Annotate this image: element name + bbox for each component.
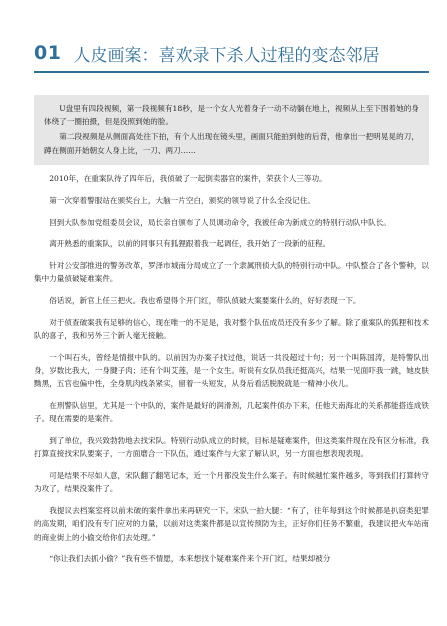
body-paragraph: 可是结果不尽如人意，宋队翻了翻笔记本，近一个月都没发生什么案子。有时候越忙案件越多，等到我们打算转守为攻了，结果没案件了。 (34, 471, 429, 494)
body-paragraph: 第一次穿着警服站在颁奖台上，大脑一片空白，颁奖的领导说了什么全没记住。 (49, 195, 315, 205)
body-text (34, 172, 429, 574)
body-paragraph: 离开熟悉的重案队，以前的同事只有狐狸跟着我一起调任，我开始了一段新的征程。 (49, 239, 331, 249)
body-paragraph: 2010年，在重案队待了四年后，我侦破了一起倒卖器官的案件，荣获个人三等功。 (49, 174, 327, 183)
summary-box (34, 95, 429, 165)
body-paragraph: 对于侦查破案我有足够的信心，现在唯一的不足是，我对整个队伍成员还没有多少了解。除了重案队的狐狸和技术队的喜子，我和另外三个新人毫无接触。 (34, 317, 429, 341)
body-paragraph: 一个叫石头，曾经是情报中队的。以前因为办案子找过他，说话一共没超过十句；另一个叫陈国涛，是特警队出身，岁数比我大，一身腱子肉；还有个叫艾莲，是一个女生。听说有女队员我还挺高兴，结果一见面吓我一跳，她皮肤黝黑，五官也偏中性，全身肌肉线条紧实，留着一头短发，从身后看活脱脱就是一精神小伙儿。 (34, 352, 429, 389)
header-rule (34, 71, 429, 73)
body-paragraph: 到了单位，我兴致勃勃地去找宋队。特别行动队成立的时候，目标是疑难案件，但这类案件现在没有区分标准，我打算直接找宋队要案子，一方面磨合一下队伍，通过案件与大家了解认识，另一方面也想表现表现。 (34, 436, 429, 459)
body-paragraph: 我提议去档案室将以前未破的案件拿出来再研究一下。宋队一拍大腿：“有了，往年每到这个时候都是扒窃类犯罪的高发期，咱们没有专门应对的力量，以前对这类案件都是以宣传预防为主，正好你们任务不繁重，我建议把火车站南的商业街上的小偷交给你们去处理。” (34, 506, 429, 542)
body-paragraph: “你让我们去抓小偷？”我有些不情愿，本来想找个疑难案件来个开门红，结果却被分 (49, 554, 331, 564)
body-paragraph: 针对公安部推进的警务改革，罗泽市城南分局成立了一个隶属刑侦大队的特别行动中队。中队整合了各个警种，以集中力量侦破疑难案件。 (34, 261, 429, 284)
chapter-number: 01 (34, 42, 62, 64)
chapter-title: 人皮画案：喜欢录下杀人过程的变态邻居 (73, 45, 380, 66)
body-paragraph: 回到大队参加党组委员会议，局长亲自颁布了人员调动命令，我被任命为新成立的特别行动队中队长。 (49, 217, 391, 227)
body-paragraph: 在刑警队信里，尤其是一个中队的，案件是最好的润滑剂，几起案件侦办下来，任他天南海北的关系都能搭连成铁子。现在需要的是案件。 (34, 401, 429, 424)
body-paragraph: 俗话说，新官上任三把火。我也希望得个开门红，带队侦破大案要案什么的，好好表现一下。 (49, 296, 361, 306)
summary-paragraph: 第二段视频是从侧面高处往下拍，有个人出现在镜头里，画面只能拍到他的后背，他拿出一把明晃晃的刀，蹲在侧面开始朝女人身上比，一刀、两刀…… (44, 132, 419, 155)
chapter-header (34, 40, 434, 66)
summary-paragraph: U盘里有四段视频，第一段视频有18秒，是一个女人光着身子一动不动躺在地上，视频从上至下围着她的身体绕了一圈拍摄，但是没照到她的脸。 (44, 104, 419, 127)
